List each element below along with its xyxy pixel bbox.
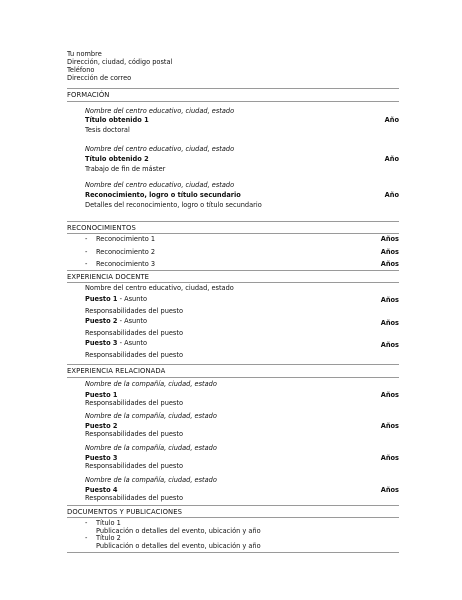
publication-title: Título 2 bbox=[96, 534, 121, 542]
degree-title: Título obtenido 2 bbox=[85, 155, 149, 163]
company: Nombre de la compañía, ciudad, estado bbox=[85, 412, 217, 420]
position-subject: - Asunto bbox=[117, 317, 147, 325]
position-subject: - Asunto bbox=[117, 339, 147, 347]
company: Nombre de la compañía, ciudad, estado bbox=[85, 380, 217, 388]
section-heading-relacionada: EXPERIENCIA RELACIONADA bbox=[67, 367, 166, 375]
divider bbox=[67, 517, 399, 518]
address: Dirección, ciudad, código postal bbox=[67, 58, 173, 66]
position-responsibilities: Responsabilidades del puesto bbox=[85, 351, 183, 359]
divider bbox=[67, 505, 399, 506]
section-heading-reconocimientos: RECONOCIMIENTOS bbox=[67, 224, 136, 232]
teaching-position bbox=[85, 318, 147, 326]
job-years: Años bbox=[380, 391, 399, 399]
position-title: Puesto 1 bbox=[85, 295, 118, 303]
bullet: - bbox=[85, 534, 88, 542]
divider bbox=[67, 221, 399, 222]
teaching-position bbox=[85, 296, 147, 304]
publication-detail: Publicación o detalles del evento, ubicación y año bbox=[96, 542, 261, 550]
publication-detail: Publicación o detalles del evento, ubicación y año bbox=[96, 527, 261, 535]
position-title: Puesto 3 bbox=[85, 339, 118, 347]
position-years: Años bbox=[380, 296, 399, 304]
divider bbox=[67, 233, 399, 234]
degree-title: Título obtenido 1 bbox=[85, 116, 149, 124]
education-institution: Nombre del centro educativo, ciudad, estado bbox=[85, 107, 235, 115]
bullet: - bbox=[85, 519, 88, 527]
position-years: Años bbox=[380, 341, 399, 349]
degree-year: Año bbox=[384, 155, 399, 163]
degree-detail: Detalles del reconocimiento, logro o título secundario bbox=[85, 201, 262, 209]
teaching-institution: Nombre del centro educativo, ciudad, estado bbox=[85, 284, 234, 292]
job-responsibilities: Responsabilidades del puesto bbox=[85, 462, 183, 470]
job-responsibilities: Responsabilidades del puesto bbox=[85, 430, 183, 438]
job-title: Puesto 4 bbox=[85, 486, 118, 494]
divider bbox=[67, 377, 399, 378]
divider bbox=[67, 101, 399, 102]
job-title: Puesto 1 bbox=[85, 391, 118, 399]
divider bbox=[67, 552, 399, 553]
award-years: Años bbox=[380, 248, 399, 256]
degree-year: Año bbox=[384, 116, 399, 124]
education-institution: Nombre del centro educativo, ciudad, estado bbox=[85, 181, 235, 189]
position-responsibilities: Responsabilidades del puesto bbox=[85, 329, 183, 337]
position-years: Años bbox=[380, 319, 399, 327]
section-heading-docente: EXPERIENCIA DOCENTE bbox=[67, 273, 150, 281]
award-years: Años bbox=[380, 235, 399, 243]
divider bbox=[67, 88, 399, 89]
degree-year: Año bbox=[384, 191, 399, 199]
job-years: Años bbox=[380, 422, 399, 430]
award-label: Reconocimiento 2 bbox=[96, 248, 156, 256]
company: Nombre de la compañía, ciudad, estado bbox=[85, 476, 217, 484]
job-years: Años bbox=[380, 486, 399, 494]
job-responsibilities: Responsabilidades del puesto bbox=[85, 399, 183, 407]
award-label: Reconocimiento 3 bbox=[96, 260, 156, 268]
degree-detail: Tesis doctoral bbox=[85, 126, 130, 134]
bullet: - bbox=[85, 235, 88, 243]
award-years: Años bbox=[380, 260, 399, 268]
degree-title: Reconocimiento, logro o título secundario bbox=[85, 191, 241, 199]
bullet: - bbox=[85, 260, 88, 268]
position-responsibilities: Responsabilidades del puesto bbox=[85, 307, 183, 315]
divider bbox=[67, 270, 399, 271]
job-title: Puesto 2 bbox=[85, 422, 118, 430]
divider bbox=[67, 364, 399, 365]
section-heading-formacion: FORMACIÓN bbox=[67, 91, 110, 99]
degree-detail: Trabajo de fin de máster bbox=[85, 165, 166, 173]
email: Dirección de correo bbox=[67, 74, 132, 82]
job-responsibilities: Responsabilidades del puesto bbox=[85, 494, 183, 502]
section-heading-documentos: DOCUMENTOS Y PUBLICACIONES bbox=[67, 508, 183, 516]
company: Nombre de la compañía, ciudad, estado bbox=[85, 444, 217, 452]
education-institution: Nombre del centro educativo, ciudad, estado bbox=[85, 145, 235, 153]
position-subject: - Asunto bbox=[117, 295, 147, 303]
name: Tu nombre bbox=[67, 50, 102, 58]
bullet: - bbox=[85, 248, 88, 256]
divider bbox=[67, 282, 399, 283]
job-title: Puesto 3 bbox=[85, 454, 118, 462]
job-years: Años bbox=[380, 454, 399, 462]
award-label: Reconocimiento 1 bbox=[96, 235, 156, 243]
teaching-position bbox=[85, 340, 147, 348]
phone: Teléfono bbox=[67, 66, 95, 74]
position-title: Puesto 2 bbox=[85, 317, 118, 325]
publication-title: Título 1 bbox=[96, 519, 121, 527]
